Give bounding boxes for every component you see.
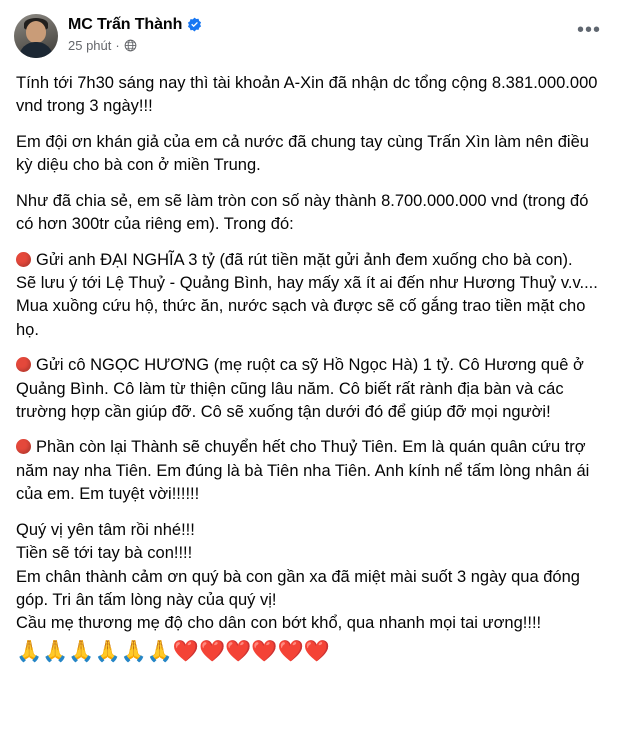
globe-public-icon[interactable] — [124, 39, 137, 52]
post-paragraph: Tính tới 7h30 sáng nay thì tài khoản A-Xin đã nhận dc tổng cộng 8.381.000.000 vnd trong 3 ngày!!! — [16, 74, 598, 116]
post-body — [14, 64, 606, 663]
emoji-line — [16, 640, 604, 663]
author-name[interactable]: MC Trấn Thành — [68, 16, 183, 33]
author-row — [68, 14, 572, 34]
post-timestamp[interactable]: 25 phút — [68, 37, 112, 53]
post-paragraph: Như đã chia sẻ, em sẽ làm tròn con số này thành 8.700.000.000 vnd (trong đó có hơn 300tr của riêng em). Trong đó: — [16, 191, 589, 234]
post-paragraph: Mua xuồng cứu hộ, thức ăn, nước sạch và được sẽ cố gắng trao tiền mặt cho họ. — [16, 297, 586, 339]
post-paragraph-bullet — [16, 436, 604, 506]
meta-separator: · — [115, 37, 120, 53]
post-paragraph-text: Gửi anh ĐẠI NGHĨA 3 tỷ (đã rút tiền mặt gửi ảnh đem xuống cho bà con). — [36, 250, 573, 269]
post-paragraph: Tiền sẽ tới tay bà con!!!! — [16, 544, 193, 563]
post-paragraph-bullet — [16, 354, 604, 424]
post-meta — [68, 38, 572, 53]
post-paragraph-text: Gửi cô NGỌC HƯƠNG (mẹ ruột ca sỹ Hồ Ngọc Hà) 1 tỷ. Cô Hương quê ở Quảng Bình. Cô làm từ thiện cũng lâu năm. Cô biết rất rành địa bàn và các trường hợp cần giúp đỡ. Cô sẽ xuống tận dưới đó để giúp đỡ mọi người! — [16, 356, 584, 422]
post-paragraph: Em chân thành cảm ơn quý bà con gần xa đã miệt mài suốt 3 ngày qua đóng góp. Tri ân tấm lòng này của quý vị! — [16, 567, 580, 610]
post-paragraph: Em đội ơn khán giả của em cả nước đã chung tay cùng Trấn Xìn làm nên điều kỳ diệu cho bà con ở miền Trung. — [16, 132, 589, 175]
praying-hands-emoji: 🙏🙏🙏🙏🙏🙏 — [16, 639, 173, 663]
post-header-text — [58, 14, 572, 53]
red-circle-icon — [16, 357, 31, 372]
post-paragraph-bullet — [16, 249, 604, 272]
post-paragraph: Cầu mẹ thương mẹ độ cho dân con bớt khổ, qua nhanh mọi tai ương!!!! — [16, 614, 542, 633]
red-circle-icon — [16, 252, 31, 267]
avatar-face — [26, 21, 46, 43]
post-header — [14, 10, 606, 64]
verified-badge-icon — [187, 17, 202, 32]
post-paragraph: Sẽ lưu ý tới Lệ Thuỷ - Quảng Bình, hay mấy xã ít ai đến như Hương Thuỷ v.v.... — [16, 273, 598, 292]
red-circle-icon — [16, 439, 31, 454]
post-options-menu-icon[interactable]: ••• — [576, 19, 601, 41]
red-heart-emoji: ❤️❤️❤️❤️❤️❤️ — [172, 639, 330, 663]
post-paragraph: Quý vị yên tâm rồi nhé!!! — [16, 520, 195, 539]
avatar[interactable] — [14, 14, 58, 58]
post-paragraph-text: Phần còn lại Thành sẽ chuyển hết cho Thuỷ Tiên. Em là quán quân cứu trợ năm nay nha Tiên. Em đúng là bà Tiên nha Tiên. Anh kính nể tấm lòng nhân ái của em. Em tuyệt vời!!!!!! — [16, 438, 590, 504]
